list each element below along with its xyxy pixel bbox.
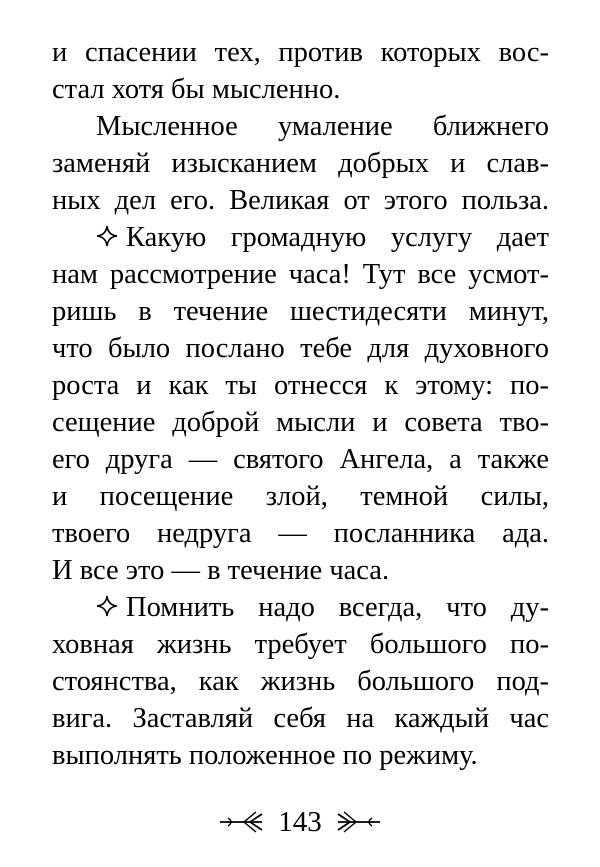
text-line: ришь в течение шестидесяти минут, xyxy=(52,296,549,327)
text-line: ных дел его. Великая от этого польза. xyxy=(52,185,549,216)
text-line: заменяй изысканием добрых и слав- xyxy=(52,148,549,179)
text-line-content: Какую громадную услугу дает xyxy=(126,222,549,253)
text-line: И все это — в течение часа. xyxy=(52,555,390,586)
text-line xyxy=(96,220,549,256)
ornament-left-icon xyxy=(218,810,268,834)
text-line: выполнять положенное по режиму. xyxy=(52,740,478,771)
text-line-content: Помнить надо всегда, что ду- xyxy=(126,592,549,623)
diamond-icon xyxy=(96,225,118,247)
page-number: 143 xyxy=(278,806,322,838)
text-line xyxy=(96,590,549,626)
ornament-right-icon xyxy=(332,810,382,834)
text-line: стал хотя бы мысленно. xyxy=(52,74,341,105)
text-line: и спасении тех, против которых вос- xyxy=(52,37,549,68)
text-line: его друга — святого Ангела, а также xyxy=(52,444,549,475)
text-line: Мысленное умаление ближнего xyxy=(96,111,549,142)
text-line: вига. Заставляй себя на каждый час xyxy=(52,703,549,734)
text-line: твоего недруга — посланника ада. xyxy=(52,518,549,549)
page-number-footer xyxy=(0,802,600,842)
text-line: и посещение злой, темной силы, xyxy=(52,481,549,512)
text-line: сещение доброй мысли и совета тво- xyxy=(52,407,549,438)
diamond-icon xyxy=(96,595,118,617)
text-line: стоянства, как жизнь большого под- xyxy=(52,666,549,697)
text-line: ховная жизнь требует большого по- xyxy=(52,629,549,660)
text-line: роста и как ты отнесся к этому: по- xyxy=(52,370,549,401)
text-line: что было послано тебе для духовного xyxy=(52,333,549,364)
text-line: нам рассмотрение часа! Тут все усмот- xyxy=(52,259,549,290)
